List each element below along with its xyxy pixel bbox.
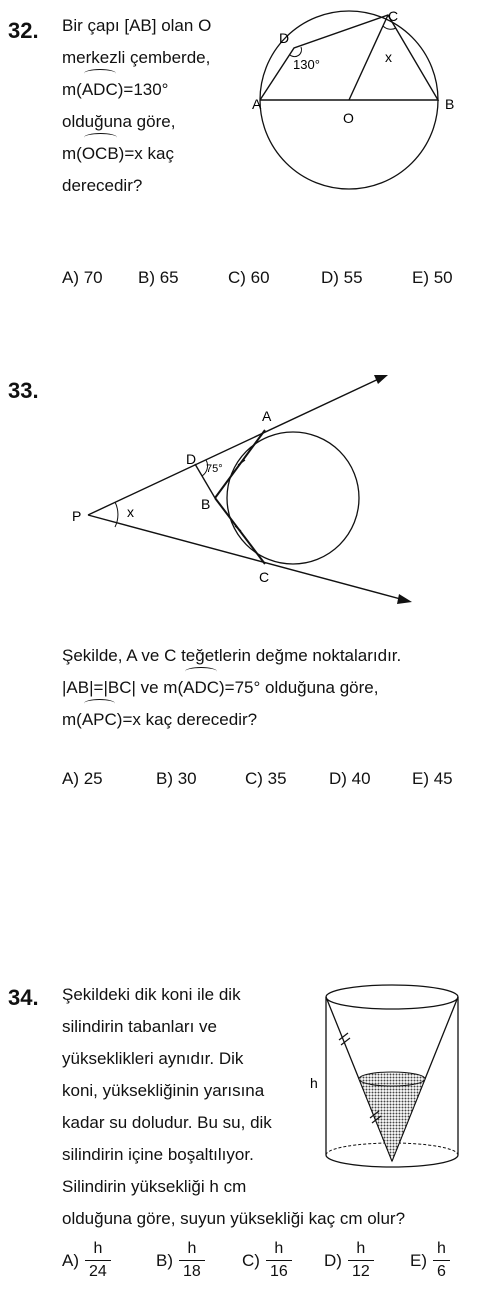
q32-line2: merkezli çemberde, <box>62 48 211 67</box>
q34-line1: Şekildeki dik koni ile dik <box>62 985 241 1004</box>
q33-arrow-upper <box>374 375 388 384</box>
q32-label-d: D <box>279 30 290 46</box>
q32-line4: olduğuna göre, <box>62 112 176 131</box>
q34-option-d[interactable]: D) $\frac{h}{12}$ <box>324 1240 374 1281</box>
q34-line6: silindirin içine boşaltılıyor. <box>62 1145 254 1164</box>
q33-label-angle: 75° <box>206 463 223 475</box>
q33-figure <box>60 368 420 608</box>
q34-options <box>62 1240 472 1296</box>
q34-water-surface <box>359 1072 425 1086</box>
q34-full-line: olduğuna göre, suyun yüksekliği kaç cm olur? <box>62 1209 406 1228</box>
q32-line5: m(OCB)=x kaç <box>62 138 252 170</box>
q33-label-b: B <box>201 496 211 512</box>
q32-label-b: B <box>445 96 455 112</box>
q32-label-a: A <box>252 96 262 112</box>
q34-option-b[interactable]: B) $\frac{h}{18}$ <box>156 1240 205 1281</box>
q32-arc-adc: ADC <box>82 74 118 106</box>
q33-label-d: D <box>186 451 197 467</box>
q33-label-c: C <box>259 569 270 585</box>
q32-arc-ocb: OCB <box>82 138 119 170</box>
q32-label-o: O <box>343 110 354 126</box>
q33-segment-bc <box>215 498 265 564</box>
q34-label-h: h <box>310 1075 318 1091</box>
q33-tangent-upper <box>88 376 385 515</box>
q34-line2: silindirin tabanları ve <box>62 1017 217 1036</box>
q32-oc <box>349 15 388 100</box>
q32-option-d[interactable]: D) 55 <box>321 268 363 287</box>
q33-label-p: P <box>72 508 82 524</box>
q32-label-x: x <box>385 49 392 65</box>
q33-line1: Şekilde, A ve C teğetlerin değme noktalarıdır. <box>62 646 402 665</box>
q32-option-a[interactable]: A) 70 <box>62 268 103 287</box>
q33-arc-adc: ADC <box>183 672 219 704</box>
q33-number: 33. <box>8 378 39 403</box>
q33-arrow-lower <box>397 594 412 604</box>
q33-label-a: A <box>262 408 272 424</box>
q34-cylinder-top <box>326 985 458 1009</box>
q33-option-d[interactable]: D) 40 <box>329 769 371 788</box>
q33-option-b[interactable]: B) 30 <box>156 769 197 788</box>
q34-line7: Silindirin yüksekliği h cm <box>62 1177 247 1196</box>
q33-line2: |AB|=|BC| ve m(ADC)=75° olduğuna göre, <box>62 672 462 704</box>
q34-water <box>359 1079 425 1161</box>
q32-option-e[interactable]: E) 50 <box>412 268 453 287</box>
q32-text <box>62 10 252 202</box>
q32-line1: Bir çapı [AB] olan O <box>62 16 212 35</box>
q32-quad <box>260 15 438 100</box>
q33-option-a[interactable]: A) 25 <box>62 769 103 788</box>
q34-option-a[interactable]: A) $\frac{h}{24}$ <box>62 1240 111 1281</box>
q32-label-c: C <box>388 8 399 24</box>
q33-option-e[interactable]: E) 45 <box>412 769 453 788</box>
q34-number: 34. <box>8 985 39 1010</box>
q34-option-e[interactable]: E) $\frac{h}{6}$ <box>410 1240 450 1281</box>
q32-line6: derecedir? <box>62 176 143 195</box>
q33-tangent-lower <box>88 515 408 601</box>
q33-arc-apc: APC <box>82 704 117 736</box>
q32-number: 32. <box>8 18 39 43</box>
q34-line5: kadar su doludur. Bu su, dik <box>62 1113 272 1132</box>
q32-option-c[interactable]: C) 60 <box>228 268 270 287</box>
q33-option-c[interactable]: C) 35 <box>245 769 287 788</box>
q34-figure <box>305 977 475 1185</box>
q33-label-x: x <box>127 504 134 520</box>
q33-text <box>62 640 462 736</box>
q33-circle <box>227 432 359 564</box>
q34-line4: koni, yüksekliğinin yarısına <box>62 1081 265 1100</box>
q32-line3: m(ADC)=130° <box>62 74 252 106</box>
q34-line3: yükseklikleri aynıdır. Dik <box>62 1049 244 1068</box>
q33-line3: m(APC)=x kaç derecedir? <box>62 704 462 736</box>
q32-label-angle: 130° <box>293 57 320 72</box>
q34-text <box>62 979 294 1203</box>
q32-option-b[interactable]: B) 65 <box>138 268 179 287</box>
q34-option-c[interactable]: C) $\frac{h}{16}$ <box>242 1240 292 1281</box>
q32-figure <box>250 5 475 215</box>
